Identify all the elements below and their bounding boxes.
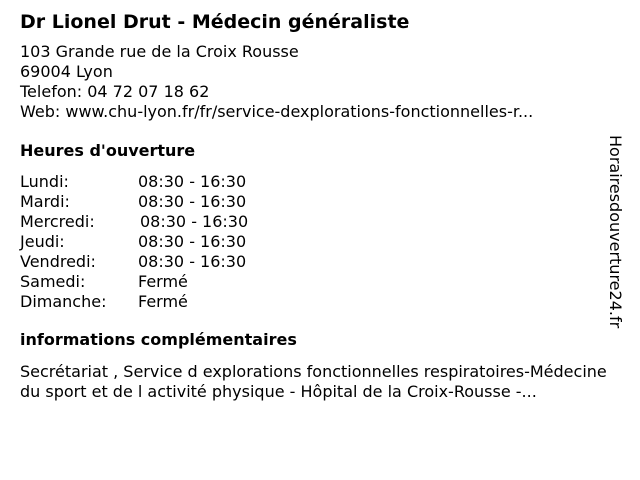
hours-time: 08:30 - 16:30 bbox=[138, 232, 247, 251]
hours-day: Samedi: bbox=[20, 272, 86, 291]
hours-row-sunday bbox=[20, 292, 620, 312]
hours-row-monday bbox=[20, 172, 620, 192]
hours-day: Lundi: bbox=[20, 172, 69, 191]
hours-time: 08:30 - 16:30 bbox=[140, 212, 249, 231]
opening-hours-list bbox=[20, 172, 620, 312]
hours-row-saturday bbox=[20, 272, 620, 292]
hours-time: Fermé bbox=[138, 292, 188, 311]
website-link: Web: www.chu-lyon.fr/fr/service-dexplorations-fonctionnelles-r... bbox=[20, 102, 534, 121]
hours-day: Mardi: bbox=[20, 192, 70, 211]
additional-info-text: Secrétariat , Service d explorations fonctionnelles respiratoires-Médecine du sport et de l activité physique - Hôpital de la Croix-Rousse -... bbox=[20, 362, 607, 401]
hours-row-wednesday bbox=[20, 212, 620, 232]
hours-time: 08:30 - 16:30 bbox=[138, 192, 247, 211]
hours-time: Fermé bbox=[138, 272, 188, 291]
page-title: Dr Lionel Drut - Médecin généraliste bbox=[20, 11, 410, 33]
hours-day: Jeudi: bbox=[20, 232, 65, 251]
additional-info-heading: informations complémentaires bbox=[20, 330, 297, 349]
business-card bbox=[20, 8, 620, 402]
hours-time: 08:30 - 16:30 bbox=[138, 172, 247, 191]
address-street: 103 Grande rue de la Croix Rousse bbox=[20, 42, 299, 61]
hours-row-friday bbox=[20, 252, 620, 272]
hours-row-tuesday bbox=[20, 192, 620, 212]
site-watermark: Horairesdouverture24.fr bbox=[606, 135, 625, 329]
opening-hours-heading: Heures d'ouverture bbox=[20, 141, 196, 160]
hours-day: Mercredi: bbox=[20, 212, 95, 231]
hours-row-thursday bbox=[20, 232, 620, 252]
phone-number: Telefon: 04 72 07 18 62 bbox=[20, 82, 210, 101]
address-city: 69004 Lyon bbox=[20, 62, 113, 81]
hours-day: Vendredi: bbox=[20, 252, 96, 271]
hours-time: 08:30 - 16:30 bbox=[138, 252, 247, 271]
hours-day: Dimanche: bbox=[20, 292, 107, 311]
